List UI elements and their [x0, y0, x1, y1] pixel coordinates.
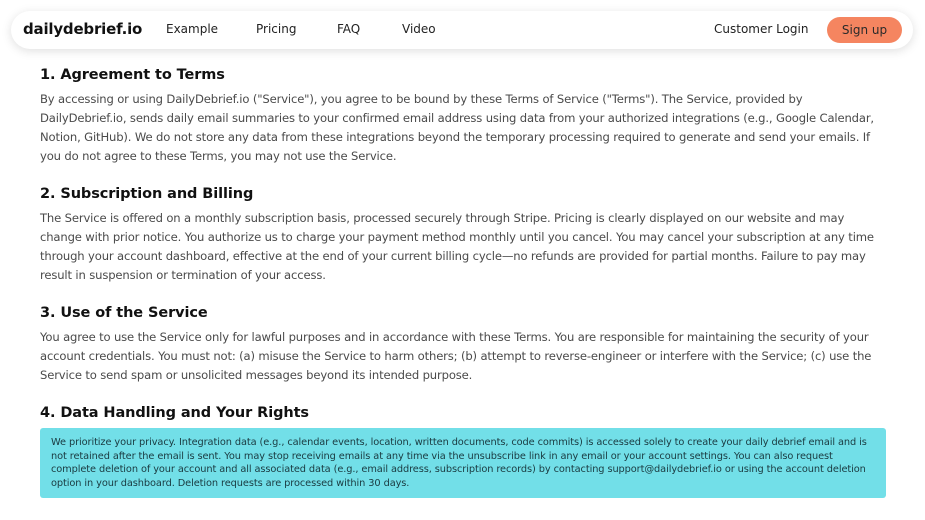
sign-up-button[interactable]: Sign up	[827, 17, 902, 43]
brand-logo[interactable]: dailydebrief.io	[23, 20, 143, 38]
section-body: You agree to use the Service only for lawful purposes and in accordance with these Terms. You are responsible for maintaining the security of your account credentials. You must not: (a) misuse the Service to harm others; (b) attempt to reverse-engineer or interfere with the Service; (c) use the Service to send spam or unsolicited messages beyond its intended purpose.	[40, 330, 872, 382]
nav-link-faq[interactable]: FAQ	[337, 22, 361, 36]
section-body: The Service is offered on a monthly subscription basis, processed securely through Stripe. Pricing is clearly displayed on our website and may change with prior notice. You authorize us to charge your payment method monthly until you cancel. You may cancel your subscription at any time through your account dashboard, effective at the end of your current billing cycle—no refunds are provided for partial months. Failure to pay may result in suspension or termination of your access.	[40, 211, 874, 282]
section-heading: 3. Use of the Service	[40, 305, 208, 321]
section-use	[40, 304, 886, 385]
customer-login-link[interactable]: Customer Login	[714, 22, 809, 36]
section-heading: 2. Subscription and Billing	[40, 186, 254, 202]
nav-link-pricing[interactable]: Pricing	[256, 22, 297, 36]
privacy-notice-box: We prioritize your privacy. Integration data (e.g., calendar events, location, written documents, code commits) is accessed solely to create your daily debrief email and is not retained after the email is sent. You may stop receiving emails at any time via the unsubscribe link in any email or your account settings. You can also request complete deletion of your account and all associated data (e.g., email address, subscription records) by contacting support@dailydebrief.io or using the account deletion option in your dashboard. Deletion requests are processed within 30 days.	[40, 428, 886, 498]
nav-link-video[interactable]: Video	[402, 22, 436, 36]
section-subscription	[40, 185, 886, 285]
section-heading: 4. Data Handling and Your Rights	[40, 405, 309, 421]
nav-link-example[interactable]: Example	[166, 22, 219, 36]
terms-content	[40, 66, 886, 498]
section-data-handling	[40, 404, 886, 498]
section-body: By accessing or using DailyDebrief.io ("Service"), you agree to be bound by these Terms of Service ("Terms"). The Service, provided by DailyDebrief.io, sends daily email summaries to your confirmed email address using data from your authorized integrations (e.g., Google Calendar, Notion, GitHub). We do not store any data from these integrations beyond the temporary processing required to generate and send your emails. If you do not agree to these Terms, you may not use the Service.	[40, 92, 874, 163]
section-agreement	[40, 66, 886, 166]
section-heading: 1. Agreement to Terms	[40, 67, 225, 83]
top-navigation	[11, 11, 913, 49]
